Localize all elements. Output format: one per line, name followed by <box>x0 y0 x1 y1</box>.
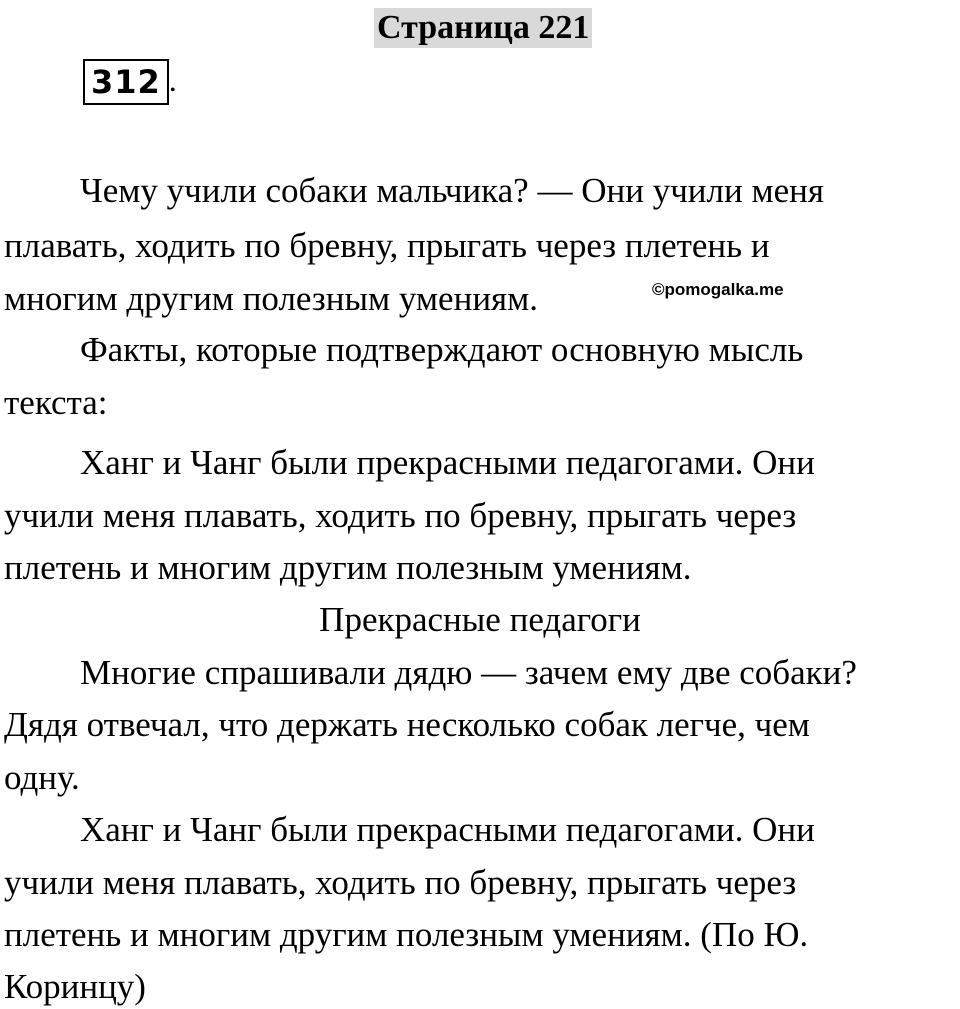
facts-line-1: Факты, которые подтверждают основную мысль <box>80 330 804 369</box>
text-line-1: Многие спрашивали дядю — зачем ему две собаки? <box>80 653 857 692</box>
text-line-2: Дядя отвечал, что держать несколько собак легче, чем <box>4 705 810 744</box>
text-line-3: одну. <box>4 758 80 797</box>
answer-line-3: многим другим полезным умениям. <box>4 279 539 318</box>
text-line-4: Ханг и Чанг были прекрасными педагогами. Они <box>80 810 815 849</box>
watermark: ©pomogalka.me <box>652 280 784 299</box>
text-line-5: учили меня плавать, ходить по бревну, прыгать через <box>4 863 797 902</box>
facts-line-2: текста: <box>4 383 108 422</box>
answer-line-1: Чему учили собаки мальчика? — Они учили меня <box>80 171 824 210</box>
task-number-dot: . <box>168 62 177 98</box>
page-title: Страница 221 <box>374 8 592 48</box>
text-line-6: плетень и многим другим полезным умениям. (По Ю. <box>4 915 809 954</box>
task-number <box>83 59 177 105</box>
answer-line-2: плавать, ходить по бревну, прыгать через плетень и <box>4 226 770 265</box>
task-number-box: 312 <box>83 59 169 105</box>
text-heading: Прекрасные педагоги <box>319 600 641 639</box>
text-line-7: Коринцу) <box>4 967 146 1006</box>
quote-line-1: Ханг и Чанг были прекрасными педагогами. Они <box>80 443 815 482</box>
quote-line-2: учили меня плавать, ходить по бревну, прыгать через <box>4 496 797 535</box>
quote-line-3: плетень и многим другим полезным умениям. <box>4 548 692 587</box>
